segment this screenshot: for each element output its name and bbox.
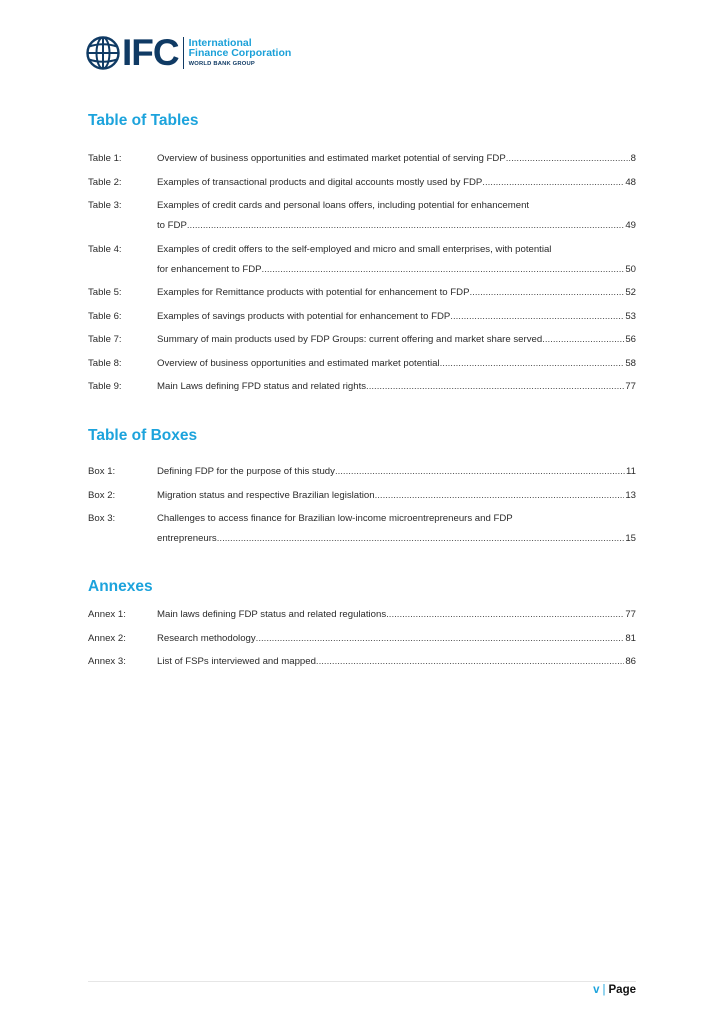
boxes-list <box>88 462 636 553</box>
toc-entry-label: Box 2: <box>88 489 116 501</box>
toc-entry-text: Research methodology <box>157 632 256 644</box>
logo-words <box>189 38 292 69</box>
toc-entry-page: 52 <box>625 287 636 298</box>
toc-entry-page: 13 <box>625 489 636 501</box>
toc-entry-text: entrepreneurs <box>157 533 217 544</box>
toc-entry-label: Table 7: <box>88 334 122 345</box>
toc-entry-label: Annex 3: <box>88 656 126 667</box>
dot-leader <box>187 216 624 236</box>
toc-entry[interactable] <box>88 462 636 482</box>
tables-heading: Table of Tables <box>88 112 199 129</box>
tables-list <box>88 149 636 401</box>
toc-entry[interactable] <box>88 605 636 625</box>
toc-entry-text: for enhancement to FDP <box>157 263 262 275</box>
toc-entry-text: Challenges to access finance for Brazilian low-income microentrepreneurs and FDP <box>157 513 513 524</box>
toc-entry-label: Table 9: <box>88 381 122 392</box>
toc-entry-label: Table 6: <box>88 310 122 322</box>
toc-entry[interactable] <box>88 652 636 672</box>
page-label: Page <box>608 984 636 996</box>
toc-entry-label: Table 8: <box>88 357 122 369</box>
toc-entry-label: Table 1: <box>88 153 122 164</box>
toc-entry-page: 81 <box>625 632 636 644</box>
logo-line-3: WORLD BANK GROUP <box>188 60 255 67</box>
toc-entry-page: 53 <box>625 310 636 322</box>
toc-entry-text: Overview of business opportunities and estimated market potential of serving FDP <box>157 153 506 164</box>
toc-entry-text: Main laws defining FDP status and related regulations <box>157 609 387 620</box>
toc-entry[interactable] <box>88 283 636 303</box>
toc-entry-text: Main Laws defining FPD status and related rights <box>157 381 367 392</box>
toc-entry-page: 49 <box>625 220 636 231</box>
toc-entry-label: Table 4: <box>88 243 122 255</box>
toc-entry-text: Examples of transactional products and digital accounts mostly used by FDP <box>157 176 483 188</box>
dot-leader <box>335 462 625 482</box>
toc-entry[interactable] <box>88 509 636 549</box>
toc-entry-text: Defining FDP for the purpose of this study <box>157 466 335 477</box>
toc-entry[interactable] <box>88 307 636 327</box>
ifc-logo <box>86 32 292 73</box>
ifc-wordmark: IFC <box>122 32 179 73</box>
toc-entry-page: 58 <box>625 357 636 369</box>
footer-rule <box>88 981 636 982</box>
toc-entry-page: 8 <box>630 153 636 164</box>
toc-entry-text: to FDP <box>157 220 187 231</box>
dot-leader <box>386 605 624 625</box>
toc-entry-text: Migration status and respective Brazilian legislation <box>157 489 375 501</box>
toc-entry-label: Annex 2: <box>88 632 126 644</box>
dot-leader <box>542 330 624 350</box>
annexes-heading: Annexes <box>88 578 153 595</box>
toc-entry[interactable] <box>88 173 636 193</box>
toc-entry-page: 15 <box>625 533 636 544</box>
page-footer <box>593 984 636 996</box>
dot-leader <box>440 354 625 374</box>
toc-entry-text: List of FSPs interviewed and mapped <box>157 656 316 667</box>
toc-entry-label: Box 3: <box>88 513 116 524</box>
toc-entry[interactable] <box>88 240 636 280</box>
footer-separator: | <box>602 984 606 996</box>
toc-entry-text: Examples of credit offers to the self-employed and micro and small enterprises, with potential <box>157 243 552 255</box>
toc-entry-page: 77 <box>625 609 636 620</box>
toc-entry-page: 11 <box>626 466 636 477</box>
dot-leader <box>469 283 624 303</box>
toc-entry[interactable] <box>88 629 636 649</box>
toc-entry-page: 56 <box>625 334 636 345</box>
toc-entry-label: Box 1: <box>88 466 116 477</box>
dot-leader <box>506 149 630 169</box>
toc-entry-label: Table 5: <box>88 287 122 298</box>
toc-entry-page: 48 <box>625 176 636 188</box>
logo-line-1: International <box>188 36 252 49</box>
toc-entry-page: 50 <box>625 263 636 275</box>
toc-entry-label: Table 2: <box>88 176 122 188</box>
toc-entry-text: Overview of business opportunities and estimated market potential <box>157 357 440 369</box>
toc-entry-text: Examples for Remittance products with potential for enhancement to FDP <box>157 287 470 298</box>
toc-entry[interactable] <box>88 354 636 374</box>
toc-entry-page: 77 <box>625 381 636 392</box>
dot-leader <box>316 652 624 672</box>
toc-entry-text: Examples of savings products with potential for enhancement to FDP <box>157 310 451 322</box>
logo-divider <box>183 37 184 69</box>
toc-entry-label: Annex 1: <box>88 609 126 620</box>
page-number: v <box>593 984 600 996</box>
globe-icon <box>86 36 120 70</box>
toc-entry-text: Summary of main products used by FDP Groups: current offering and market share served <box>157 334 543 345</box>
dot-leader <box>366 377 624 397</box>
toc-entry[interactable] <box>88 196 636 236</box>
dot-leader <box>217 529 625 549</box>
dot-leader <box>375 486 625 506</box>
toc-entry[interactable] <box>88 330 636 350</box>
dot-leader <box>482 173 624 193</box>
dot-leader <box>256 629 625 649</box>
toc-entry[interactable] <box>88 377 636 397</box>
boxes-heading: Table of Boxes <box>88 427 198 444</box>
toc-entry-page: 86 <box>625 656 636 667</box>
toc-entry-label: Table 3: <box>88 200 122 211</box>
toc-entry[interactable] <box>88 486 636 506</box>
toc-entry-text: Examples of credit cards and personal loans offers, including potential for enhancement <box>157 200 530 211</box>
logo-line-2: Finance Corporation <box>188 46 292 59</box>
toc-entry[interactable] <box>88 149 636 169</box>
annexes-list <box>88 605 636 676</box>
dot-leader <box>262 260 625 280</box>
dot-leader <box>450 307 624 327</box>
